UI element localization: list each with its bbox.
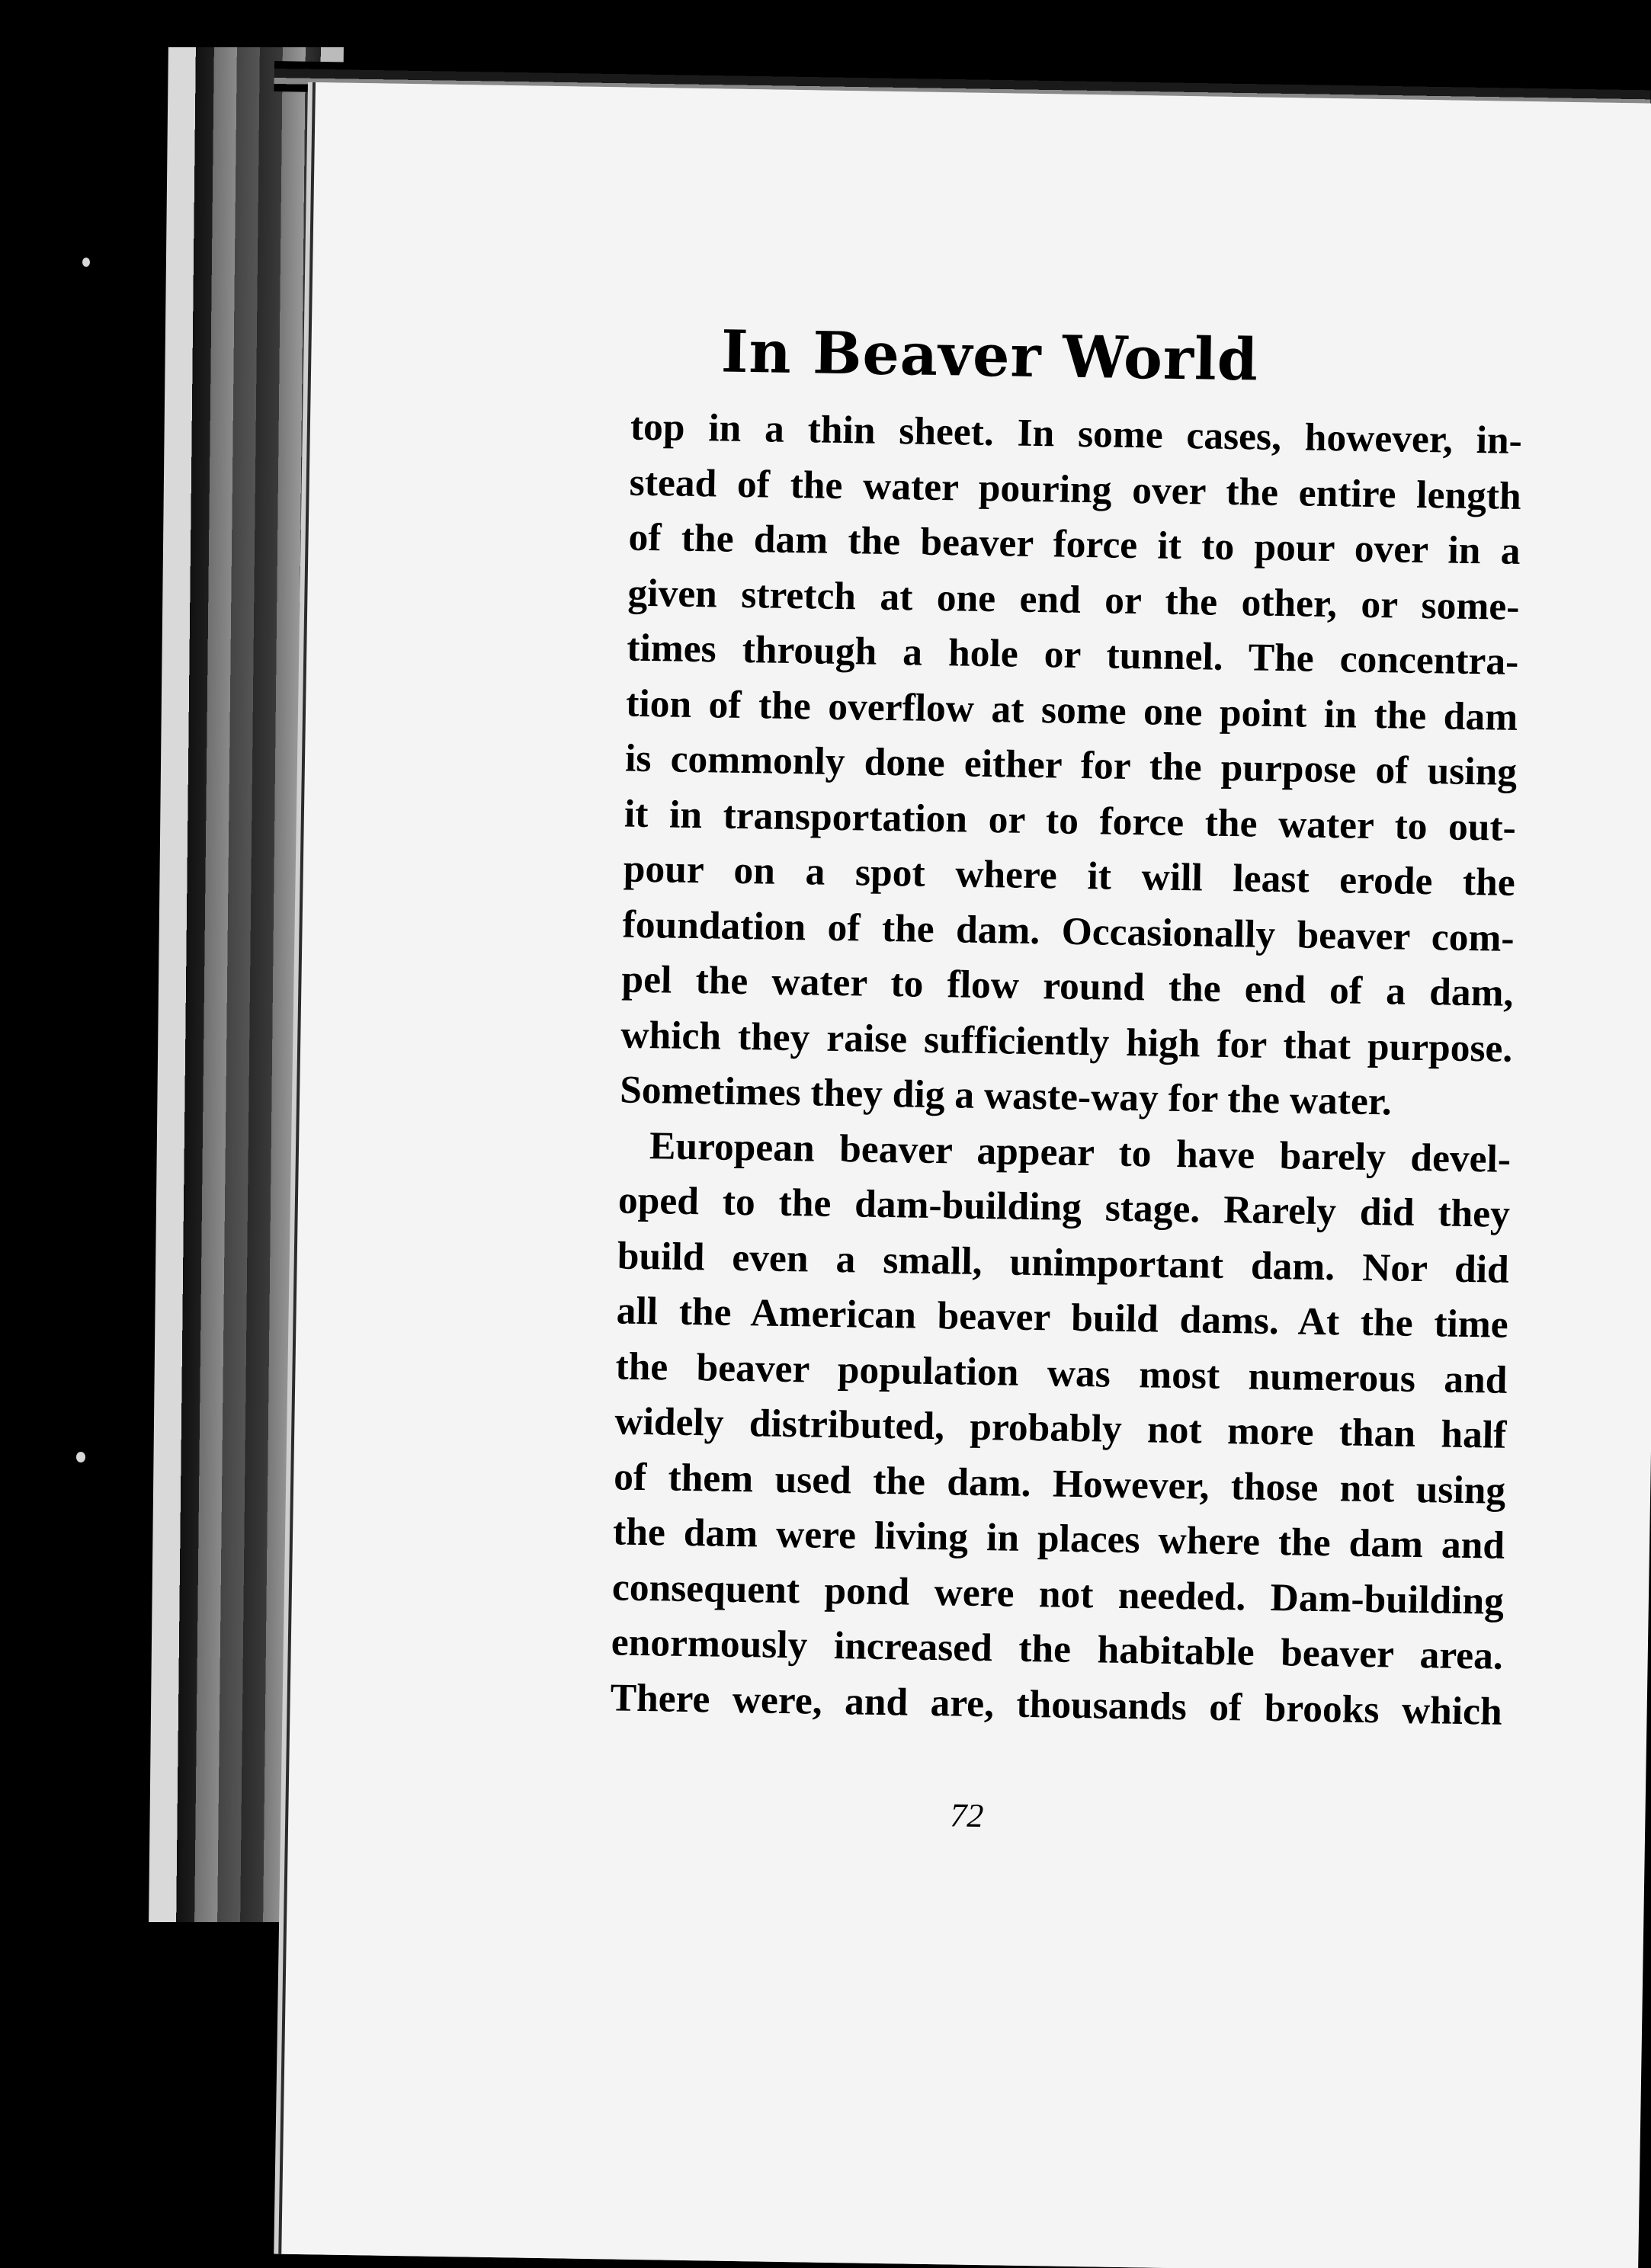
text-line: build even a small, unimportant dam. Nor did	[617, 1233, 1510, 1292]
text-line: pour on a spot where it will least erode the	[623, 847, 1516, 905]
text-line: of the dam the beaver force it to pour over in a	[628, 515, 1521, 573]
text-line: consequent pond were not needed. Dam-building	[611, 1565, 1505, 1623]
text-line: times through a hole or tunnel. The concentra-	[626, 626, 1519, 684]
text-line: pel the water to flow round the end of a dam,	[621, 957, 1514, 1015]
text-line: it in transportation or to force the water to out-	[624, 792, 1517, 850]
text-line: top in a thin sheet. In some cases, however, in-	[630, 405, 1523, 463]
scan-speck	[82, 258, 90, 267]
text-line: There were, and are, thousands of brooks which	[610, 1675, 1503, 1734]
text-line: all the American beaver build dams. At the time	[616, 1289, 1509, 1347]
text-line: oped to the dam-building stage. Rarely did they	[617, 1178, 1511, 1236]
text-line: stead of the water pouring over the entire length	[629, 460, 1522, 518]
text-line: tion of the overflow at some one point in the dam	[625, 681, 1518, 739]
text-line: Sometimes they dig a waste-way for the water.	[619, 1068, 1393, 1124]
running-head: In Beaver World	[720, 317, 1259, 394]
text-line: European beaver appear to have barely devel-	[649, 1123, 1512, 1181]
text-line: given stretch at one end or the other, or some-	[627, 571, 1520, 629]
text-line: of them used the dam. However, those not using	[613, 1454, 1506, 1513]
page-number: 72	[950, 1796, 984, 1835]
text-line: is commonly done either for the purpose of using	[624, 736, 1518, 794]
text-line: which they raise sufficiently high for that purpose.	[620, 1013, 1513, 1071]
text-line: widely distributed, probably not more than half	[614, 1399, 1507, 1457]
text-line: foundation of the dam. Occasionally beaver com-	[622, 902, 1515, 960]
book-page	[278, 82, 1651, 2268]
text-line: enormously increased the habitable beaver area.	[611, 1620, 1504, 1678]
text-line: the dam were living in places where the dam and	[612, 1510, 1505, 1568]
scan-speck	[76, 1452, 85, 1462]
body-text	[610, 400, 1522, 1740]
text-line: the beaver population was most numerous and	[615, 1344, 1508, 1402]
